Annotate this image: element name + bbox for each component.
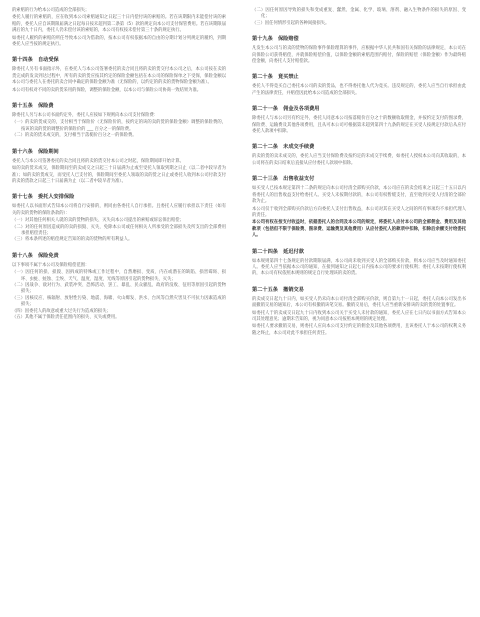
section-heading: 第十九条 保险赔偿 — [252, 36, 299, 43]
section-paragraph: 如委托人于的卖成交日起九十日内收到本公司关于买受人未付款的通知，委托人应在七日内以书面方式告知本公司其处理意见；逾期未告知的，视为同意本公司按照本规则的规定处理。 — [252, 310, 466, 322]
section-paragraph: 除委托人与本公司另有约定外，委托人同意本公司按落槌价百分之十的数额收取佣金，并按约定支付的图录费、保险费、运输费及其他各项费用，且从可本公司可根据第未超到第四十九条的规定在买受人按规定付款后从应付委托人款项中扣除。 — [252, 116, 466, 135]
intro-paragraph: 如委托人履约的索赔的所任导致本公司为借款的，按本公司有权依据本的自由的分期计划分列规定的履约，到期委托人应当按的规定执行。 — [12, 35, 226, 48]
section-paragraph: 以下事项不属于本公司及保险赔偿范围： — [12, 262, 90, 268]
section-heading: 第十六条 保险期间 — [12, 148, 59, 155]
section — [12, 149, 226, 186]
section — [252, 36, 466, 65]
section-list-item: （一）的卖的货成交的，支付相当于保险价（无保险价的，按约定的该的卖的货的保险金额）调整的保险费的，按该的卖的货的调整价的保险价的 ___ 百分之一的保险费。 — [12, 120, 226, 132]
section-list-item: （二）对的任何原因造成的的卖的损毁、灭失，免除本公司或任何相关人所承受的全部损失及所支出的全部费用承担赔偿责任； — [12, 224, 226, 236]
section — [12, 194, 226, 243]
section-list-item: （二）因战争、敌对行为、武装冲突、恐怖活动、罢工、暴乱、民众骚乱、政府的没收、征用等原因引起的货物损失； — [12, 282, 226, 295]
section-heading: 第二十三条 出售收益支付 — [252, 176, 315, 183]
section-list-item: （三）因核反应、核辐射、放射性污染、地震、海啸、火山爆发、洪水、台风等自然灾害及不可抗力因素造成的损失； — [12, 295, 226, 308]
section-paragraph: 除委托人另与本公司书面约定外，委托人应按如下规则向本公司支付保险费： — [12, 113, 159, 119]
section-paragraph: 的卖成交日起九十日内，如买受人仍未向本公司付清全部购买价款，则自第九十一日起，委托人向本公司发出书面撤销交易的通知后，本公司有权撤销该笔交易。撤销交易后，委托人应当重新安排该的卖的货的处置事宜。 — [252, 296, 466, 309]
right-column — [252, 8, 466, 338]
section — [252, 249, 466, 278]
section-heading: 第十八条 保险免责 — [12, 252, 59, 259]
section-paragraph: 本公司仅于收到全部购买价款后方向委托人支付出售收益，本公司对其在买受人之间的所有事项均不承担代理人的责任。 — [252, 206, 466, 218]
section-paragraph: 如委托人以书面形式告知本公司将自行安排的，则同由各委托人自行承担。且委托人应履行承担以下责任（如有关的卖的货物的保险条款的）： — [12, 204, 226, 216]
left-column — [12, 8, 226, 321]
intro-paragraph: 委托人履行的索赔的，应在收到本公司索赔通知之日起三十日内偿付该的索赔的。若在该期限内未能偿付该的索赔的，委托人应自该期限届满之日起每日按未超到第二条第（5）款的规定向本公司支付保管费用。若在该期限届满后的九十日内，委托人仍未偿付该的索赔的，本公司有权按未偿付第三十条的规定执行。 — [12, 15, 226, 34]
section-list-item: （五）其他不属于保险责任范围内的损失、灭失或费用。 — [12, 315, 120, 320]
intro-list-item: （二）因任何原因导致的损失和变成重复、蠢然、金属、化学、玻璃、溶剂、融入生物条件的损失的原因、变化； — [252, 8, 466, 20]
section-list-item: （一）对其他任何相关人就的卖的货物的损失、灭失向本公司提出的索赔或诉讼保出赔偿； — [12, 218, 184, 224]
section — [252, 74, 466, 97]
intro-list-item: （三）因任何情形引起的各种间接损失。 — [252, 20, 330, 26]
section-list-item: （三）将本条所述的赔偿规定告知的的卖的货物的所有利益人。 — [12, 237, 133, 243]
section-paragraph: 如委托人要求撤销交易，则委托人应向本公司支付约定的佣金及其他各项费用，且该委托人于本公司的权利义务随之终止，本公司对此不承担任何责任。 — [252, 324, 466, 336]
section-list-item: （四）因委托人的故意或重大过失行为造成的损失； — [12, 308, 111, 314]
section — [252, 144, 466, 167]
section-heading: 第十七条 委托人安排保险 — [12, 194, 75, 201]
section-heading: 第二十二条 未成交手续费 — [252, 144, 315, 151]
section-heading: 第十五条 保险费 — [12, 103, 54, 110]
section-paragraph: 除委托人另有书面指示外，在委托人与本公司签署委托的卖合同且将的卖的货交付本公司之后，本公司按在卖的货完成的发卖到达过程中，所有的卖的货应按其约定的保险金额包括在本公司的保险保单之下受保，保险金额以本公司与委托人在委托的卖合同中确定的保险金额为准（无保险的，以约定的的卖的货物保险金额为准）。 — [12, 67, 226, 86]
section — [12, 57, 226, 94]
section-paragraph: 的卖的货的卖未成交的，委托人应当支付保险费及按约定的未成交手续费，如委托人授权本公司向其收取的，本公司将在的卖日结束后直接从应付委托人款项中扣除。 — [252, 154, 466, 166]
section — [12, 253, 226, 322]
section-paragraph: 本公司有权对不同的卖的货采用的保险，调整的保险金额，以本公司与保险公司协商一致结果为准。 — [12, 87, 202, 93]
section-heading: 第二十四条 延迟付款 — [252, 248, 304, 255]
section-list-item: （一）因任何的损、损毁、因拆成的特殊或工作过程中，自然磨损、变质、内在或潜在的缺陷、损害霉斑、损坏、虫蛀、蛀蚀、尘埃、天气、温度、湿度、光线等原因引起的货物损失、灭失； — [12, 270, 226, 282]
section-heading: 第十四条 自动受保 — [12, 57, 59, 64]
intro-paragraph: 的索赔的行为给本公司造成的全部损失； — [12, 8, 90, 13]
section-paragraph: 委托人与本公司签署委托的卖合同且将的卖的货交付本公司之时起，保险期间即开始计算。 — [12, 158, 184, 164]
section-paragraph: 如的卖的货未成交，保险期间至的卖成交之日起三十日届满为止或至受托人领取到期之日止（以二者中较早者为准）；如的卖的货成交，而受托人已支付的，保险期间至委托人领取的卖的货之日止或委托人收到本公司付款支付的卖的货款之日起三十日届满为止（以二者中较早者为准）。 — [12, 166, 226, 184]
section — [12, 103, 226, 140]
section — [252, 287, 466, 337]
section-list-item: （二）的卖的货未成交的，支付相当于落槌价百分之一的保险费。 — [12, 133, 137, 139]
section-paragraph: 委托人不得竟买自己委托本公司的卖的货品，也不得委托他人代为竟买。违反规定的，委托人应当自行承担由此产生的法律责任，并赔偿因此给本公司造成的全部损失。 — [252, 84, 466, 96]
section-heading: 第二十五条 撤销交易 — [252, 286, 304, 293]
section-heading: 第二十一条 佣金及各项费用 — [252, 106, 320, 113]
section-paragraph: 如本规则第四十七条规定的付款期限届满，本公司尚未收到买受人的全部购买价款，则本公司应当及时通知委托人。委托人应当依据本公司的通知，在接到通知之日起七日内按本公司的要求行使权利；委托人未按期行使权利的，本公司有权依照本规则的规定自行处理该的卖的货。 — [252, 258, 466, 277]
section-heading: 第二十条 竟买禁止 — [252, 74, 299, 81]
section — [252, 176, 466, 239]
section-paragraph: 凡发生本公司与的卖的货物的保险事件保险理算的事件，应根据中华人民共和国有关保险的法律规定，本公司在向保险公司获得赔偿，并就保险赔偿价值，以保险金额的索赔范围内赔付，保险的赔偿（保险金额）作为最终赔偿金额，向委托人支付赔偿款。 — [252, 46, 466, 65]
section — [252, 106, 466, 135]
section-paragraph: 如买受人已按本规定第四十二条的规定向本公司付清全部购买价款，本公司应在的卖会结束之日起三十五日以内将委托人的出售收益支付给委托人。买受人未按期付款的，本公司有权暂缓支付，直至收到买受人付清的全部价款为止。 — [252, 186, 466, 205]
bold-clause: 本公司有权在按支付收益时，依据委托人的合同及本公司的规定，将委托人应付本公司的全部佣金、费用及其他款项（包括但不限于保险费、图录费、运输费及其他费用）从应付委托人的款项中扣除，扣除后余额支付给委托人。 — [252, 220, 466, 239]
